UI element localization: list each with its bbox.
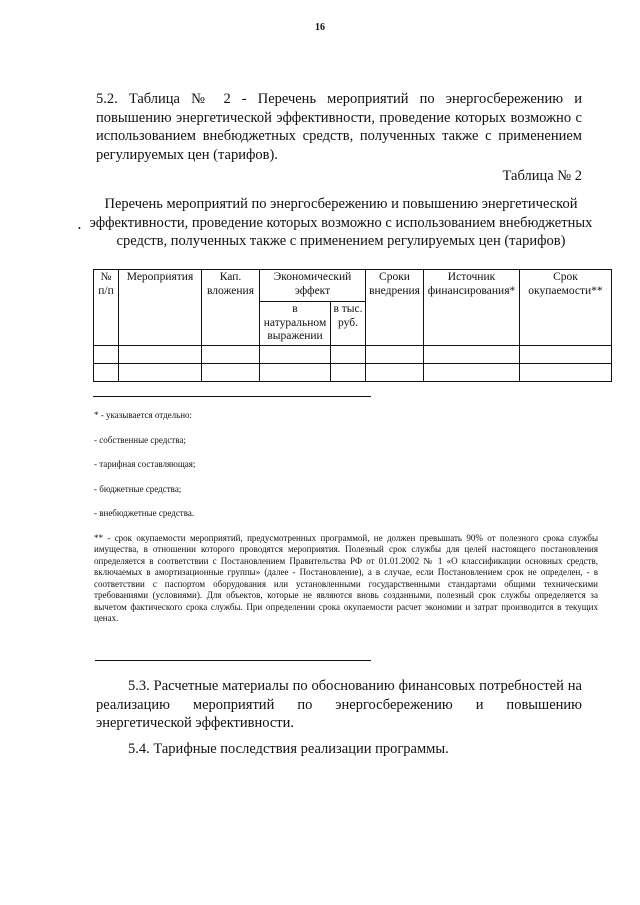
table-row — [94, 364, 612, 382]
header-source: Источник финансирования* — [424, 270, 520, 346]
table-label: Таблица № 2 — [502, 168, 582, 184]
page-number: 16 — [315, 22, 325, 33]
header-payback: Срок окупаемости** — [520, 270, 612, 346]
intro-paragraph: 5.2. Таблица № 2 - Перечень мероприятий по энергосбережению и повышению энергетической эффективности, проведение которых возможно с использованием внебюджетных средств, полученных также с применением регулируемых цен (тарифов). — [96, 91, 582, 163]
footnote-offbudget: - внебюджетные средства. — [94, 508, 195, 518]
header-number: № п/п — [94, 270, 119, 346]
header-effect-money: в тыс. руб. — [331, 302, 366, 346]
header-effect-natural: в натуральном выражении — [260, 302, 331, 346]
footnote-tariff: - тарифная составляющая; — [94, 459, 196, 469]
table-row — [94, 346, 612, 364]
scan-mark: • — [78, 224, 81, 233]
measures-table — [93, 269, 612, 382]
header-effect: Экономический эффект — [260, 270, 366, 302]
footnotes — [94, 410, 598, 638]
header-capex: Кап. вложения — [202, 270, 260, 346]
header-deadline: Сроки внедрения — [366, 270, 424, 346]
footnote-asterisk: * - указывается отдельно: — [94, 410, 193, 420]
header-measures: Мероприятия — [119, 270, 202, 346]
notes-divider — [95, 660, 371, 661]
footnote-budget: - бюджетные средства; — [94, 483, 182, 494]
section-5-3: 5.3. Расчетные материалы по обоснованию финансовых потребностей на реализацию мероприятий по энергосбережению и повышению энергетической эффективности. — [96, 678, 582, 731]
footnote-divider — [93, 396, 371, 397]
section-5-4: 5.4. Тарифные последствия реализации программы. — [128, 741, 449, 757]
footnote-payback: ** - срок окупаемости мероприятий, предусмотренных программой, не должен превышать 90% от полезного срока службы имущества, в отношении которого проводятся мероприятия. Полезный срок службы для целей настоящего постановления определяется в соответствии с Постановлением Правительства РФ от 01.01.2002 № 1 «О классификации основных средств, включаемых в амортизационные группы» (далее - Постановление), а в случае, если Постановлением срок не определен, - в соответствии с паспортом оборудования или установленными государственными стандартами общими техническими требованиями (условиями). Для объектов, которые не являются вновь созданными, полезный срок службы определяется за вычетом фактического срока службы. При определении срока окупаемости расчет экономии и затрат производится в текущих ценах. — [94, 532, 598, 623]
footnote-own-funds: - собственные средства; — [94, 434, 186, 445]
table-caption: Перечень мероприятий по энергосбережению и повышению энергетической эффективности, проведение которых возможно с использованием внебюджетных средств, полученных также с применением регулируемых цен (тарифов) — [89, 196, 593, 249]
